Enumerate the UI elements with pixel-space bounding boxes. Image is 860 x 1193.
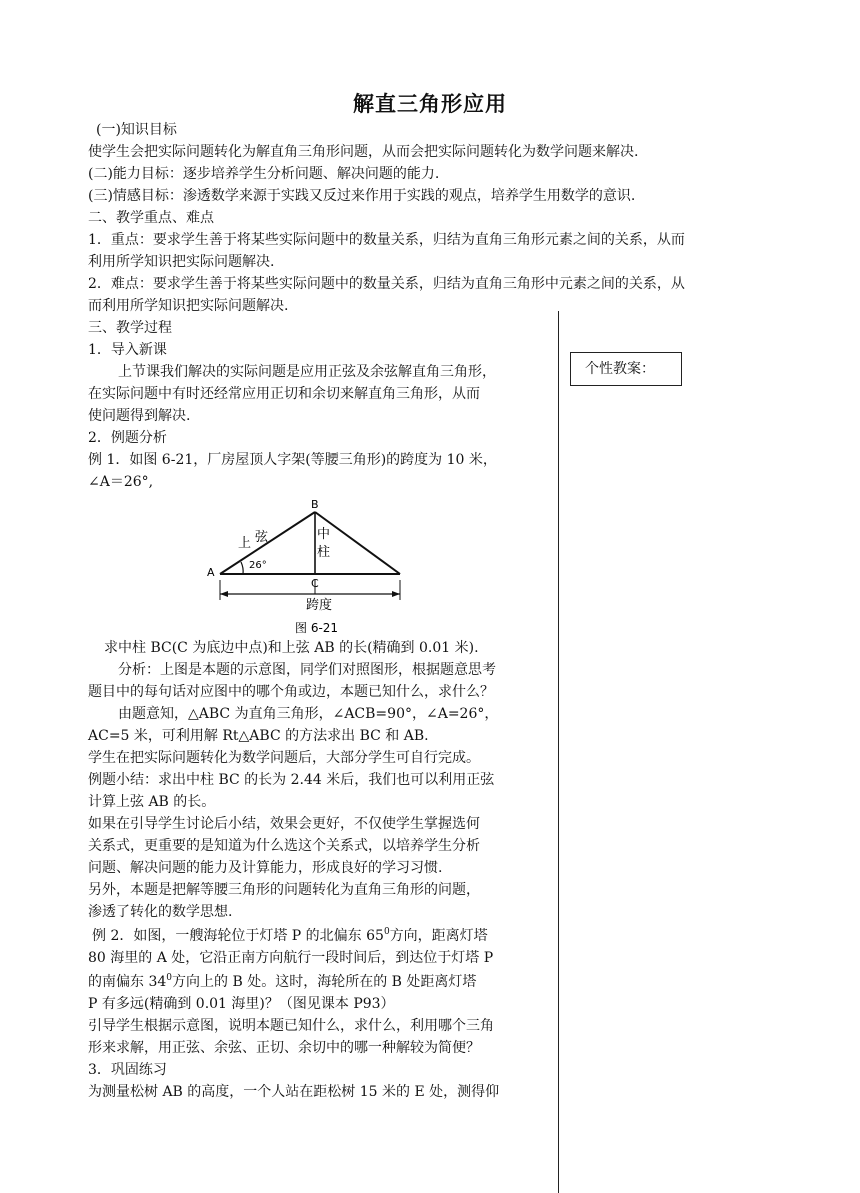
example2-line-1-rest: 方向，距离灯塔 [389,928,488,944]
upper-chord-right [315,512,400,574]
key-point-line-1: 1．重点：要求学生善于将某些实际问题中的数量关系，归结为直角三角形元素之间的关系，从而 [88,232,685,248]
students-line: 学生在把实际问题转化为数学问题后，大部分学生可自行完成。 [88,750,480,766]
practice-heading: 3．巩固练习 [88,1062,167,1078]
example2-line-1-text: 例 2．如图，一艘海轮位于灯塔 P 的北偏东 65 [92,928,384,944]
span-label: 跨度 [306,598,333,613]
column-divider [558,311,559,1193]
chord-label-2: 弦 [255,530,269,545]
summary-line-1: 例题小结：求出中柱 BC 的长为 2.44 米后，我们也可以利用正弦 [88,772,495,788]
example1-question: 求中柱 BC(C 为底边中点)和上弦 AB 的长(精确到 0.01 米). [104,640,479,656]
analysis-line-2: 题目中的每句话对应图中的哪个角或边，本题已知什么，求什么？ [88,684,494,700]
emotion-goal-text: (三)情感目标：渗透数学来源于实践又反过来作用于实践的观点，培养学生用数学的意识. [88,188,636,204]
knowledge-goal-heading: (一)知识目标 [96,122,177,138]
also-line-2: 渗透了转化的数学思想. [88,904,233,920]
page-title: 解直三角形应用 [353,92,507,116]
example2-line-4: P 有多远(精确到 0.01 海里)？（图见课本 P93） [88,996,395,1012]
roof-truss-figure [205,496,405,640]
guide2-line-1: 引导学生根据示意图，说明本题已知什么，求什么，利用哪个三角 [88,1018,494,1034]
span-arrow-left [220,591,228,597]
guide-line-1: 如果在引导学生讨论后小结，效果会更好，不仅使学生掌握选何 [88,816,480,832]
example2-line-3 [88,972,476,992]
knowledge-goal-text: 使学生会把实际问题转化为解直角三角形问题，从而会把实际问题转化为数学问题来解决. [88,144,639,160]
intro-line-1: 上节课我们解决的实际问题是应用正弦及余弦解直角三角形， [118,364,496,380]
difficulty-line-1: 2．难点：要求学生善于将某些实际问题中的数量关系，归结为直角三角形中元素之间的关系，从 [88,276,685,292]
vertex-b-label: B [311,498,319,511]
key-point-line-2: 利用所学知识把实际问题解决. [88,254,275,270]
degree-superscript: 0 [166,973,172,983]
example2-line-3-text: 的南偏东 34 [88,974,167,990]
summary-line-2: 计算上弦 AB 的长。 [88,794,216,810]
example1-line-1: 例 1．如图 6-21，厂房屋顶人字架(等腰三角形)的跨度为 10 米， [88,452,497,468]
angle-arc [241,562,243,574]
example2-line-1 [92,926,488,946]
practice-line-1: 为测量松树 AB 的高度，一个人站在距松树 15 米的 E 处，测得仰 [88,1084,500,1100]
degree-superscript: 0 [383,927,390,937]
guide-line-3: 问题、解决问题的能力及计算能力，形成良好的学习习惯. [88,860,443,876]
intro-line-2: 在实际问题中有时还经常应用正切和余切来解直角三角形，从而 [88,386,480,402]
guide2-line-2: 形来求解，用正弦、余弦、正切、余切中的哪一种解较为简便？ [88,1040,480,1056]
figure-caption: 图 6-21 [295,621,339,635]
guide-line-2: 关系式，更重要的是知道为什么选这个关系式，以培养学生分析 [88,838,480,854]
given-line-2: AC=5 米，可利用解 Rt△ABC 的方法求出 BC 和 AB. [88,728,429,744]
vertex-c-label: C [311,577,319,590]
pillar-label-2: 柱 [317,545,331,560]
also-line-1: 另外，本题是把解等腰三角形的问题转化为直角三角形的问题， [88,882,480,898]
span-arrow-right [392,591,400,597]
process-heading: 三、教学过程 [88,320,172,336]
ability-goal-text: (二)能力目标：逐步培养学生分析问题、解决问题的能力. [88,166,440,182]
key-points-heading: 二、教学重点、难点 [88,210,214,226]
example2-line-3-rest: 方向上的 B 处。这时，海轮所在的 B 处距离灯塔 [172,974,477,990]
example2-line-2: 80 海里的 A 处，它沿正南方向航行一段时间后，到达位于灯塔 P [88,950,494,966]
angle-label: 26° [249,560,267,571]
intro-heading: 1．导入新课 [88,342,167,358]
example1-line-2: ∠A＝26°, [88,474,154,490]
pillar-label-1: 中 [317,527,331,542]
intro-line-3: 使问题得到解决. [88,408,191,424]
given-line-1: 由题意知，△ABC 为直角三角形，∠ACB=90°，∠A=26°， [118,706,499,722]
example-heading: 2．例题分析 [88,430,167,446]
difficulty-line-2: 而利用所学知识把实际问题解决. [88,298,289,314]
personal-notes-box: 个性教案： [570,352,682,386]
analysis-line-1: 分析：上图是本题的示意图，同学们对照图形，根据题意思考 [118,662,496,678]
chord-label-1: 上 [238,536,252,551]
vertex-a-label: A [207,566,215,579]
